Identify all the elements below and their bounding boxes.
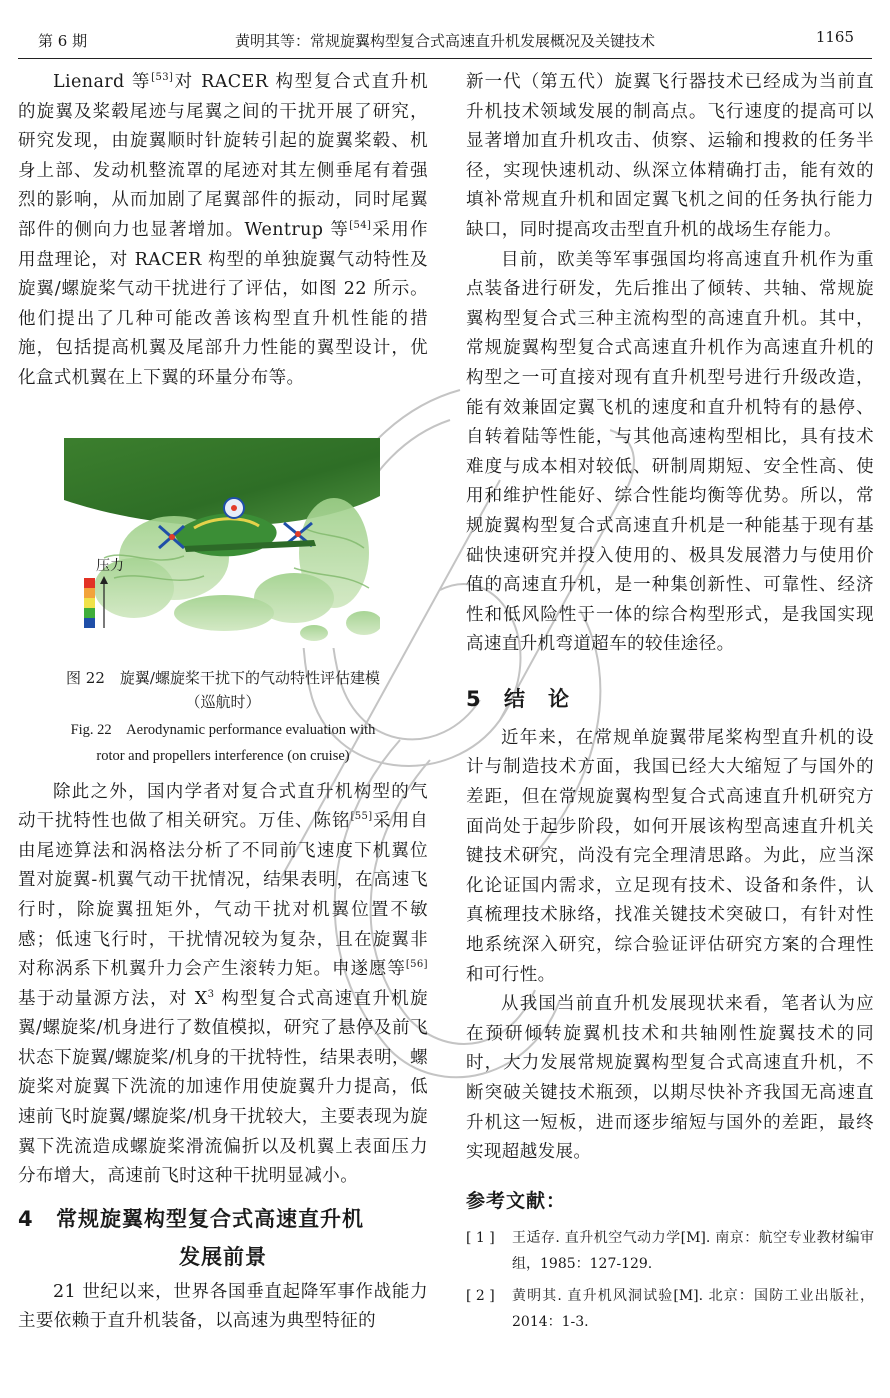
reference-item [466, 1283, 874, 1335]
cfd-render [64, 438, 380, 648]
section-5-title: 结 论 [504, 686, 570, 711]
pressure-colorbar [84, 578, 95, 628]
page-header [0, 0, 890, 62]
section-4-number: 4 [18, 1206, 34, 1231]
section-5-number: 5 [466, 686, 482, 711]
left-column [18, 68, 428, 1337]
paragraph-section4-continued: 新一代（第五代）旋翼飞行器技术已经成为当前直升机技术领域发展的制高点。飞行速度的提高可以显著增加直升机攻击、侦察、运输和搜救的任务半径，实现快速机动、纵深立体精确打击，能有效的填补常规直升机和固定翼飞机之间的任务执行能力缺口，同时提高攻击型直升机的战场生存能力。 [466, 72, 874, 240]
legend-label: 压力 [96, 557, 124, 574]
paragraph-conclusion-2: 从我国当前直升机发展现状来看，笔者认为应在预研倾转旋翼机技术和共轴刚性旋翼技术的同时，大力发展常规旋翼构型复合式高速直升机，不断突破关键技术瓶颈，以期尽快补齐我国无高速直升机这一短板，进而逐步缩短与国外的差距，最终实现超越发展。 [466, 994, 874, 1163]
issue-number: 第 6 期 [38, 32, 88, 50]
figure-caption-cn: 图 22 旋翼/螺旋桨干扰下的气动特性评估建模 [66, 668, 380, 687]
figure-caption-en-2: rotor and propellers interference (on cruise) [96, 747, 350, 764]
section-4-title-line1: 常规旋翼构型复合式高速直升机 [56, 1206, 364, 1231]
section-5-heading [466, 682, 874, 716]
section-4-title-line2: 发展前景 [179, 1244, 267, 1269]
paragraph-racer-interference: Lienard 等[53]对 RACER 构型复合式直升机的旋翼及桨毂尾迹与尾翼之间的干扰开展了研究，研究发现，由旋翼顺时针旋转引起的旋翼桨毂、机身上部、发动机整流罩的尾迹对其左侧垂尾有着强烈的影响，从而加剧了尾翼部件的振动，同时尾翼部件的侧向力也显著增加。Wentrup 等[54]采用作用盘理论，对 RACER 构型的单独旋翼气动特性及旋翼/螺旋桨气动干扰进行了评估，如图 22 所示。他们提出了几种可能改善该构型直升机性能的措施，包括提高机翼及尾部升力性能的翼型设计，优化盒式机翼在上下翼的环量分布等。 [18, 72, 428, 388]
references-heading: 参考文献： [466, 1189, 567, 1212]
header-rule [18, 58, 872, 59]
paragraph-conclusion-1: 近年来，在常规单旋翼带尾桨构型直升机的设计与制造技术方面，我国已经大大缩短了与国外的差距，但在常规旋翼构型复合式高速直升机研究方面尚处于起步阶段，如何开展该构型高速直升机关键技术研究，尚没有完全理清思路。为此，应当深化论证国内需求，立足现有技术、设备和条件，认真梳理技术脉络，找准关键技术突破口，有针对性地系统深入研究，综合验证评估研究方案的合理性和可行性。 [466, 727, 874, 985]
right-column [466, 68, 874, 1341]
figure-22 [18, 438, 428, 778]
reference-text: 黄明其. 直升机风洞试验[M]. 北京：国防工业出版社，2014：1-3. [512, 1287, 874, 1330]
reference-text: 王适存. 直升机空气动力学[M]. 南京：航空专业教材编审组，1985：127-129. [512, 1229, 874, 1272]
figure-caption-en: Fig. 22 Aerodynamic performance evaluation with [70, 721, 376, 738]
cfd-simulation-image [64, 438, 380, 648]
running-title: 黄明其等：常规旋翼构型复合式高速直升机发展概况及关键技术 [234, 32, 655, 50]
reference-number: [ 1 ] [466, 1229, 495, 1246]
figure-caption-cn-2: （巡航时） [185, 692, 261, 711]
paragraph-current-status: 目前，欧美等军事强国均将高速直升机作为重点装备进行研发，先后推出了倾转、共轴、常规旋翼构型复合式三种主流构型的高速直升机。其中，常规旋翼构型复合式高速直升机作为高速直升机的构型之一可直接对现有直升机型号进行升级改造，能有效兼固定翼飞机的速度和直升机特有的悬停、自转着陆等性能，与其他高速构型相比，具有技术难度与成本相对较低、研制周期短、安全性高、使用和维护性能好、综合性能均衡等优势。所以，常规旋翼构型复合式高速直升机是一种能基于现有基础快速研究并投入使用的、极具发展潜力与使用价值的高速直升机，是一种集创新性、可靠性、经济性和低风险性于一体的综合构型形式，是我国实现高速直升机弯道超车的较佳途径。 [466, 249, 874, 655]
page-number: 1165 [815, 28, 854, 46]
section-4-heading [18, 1202, 428, 1236]
paragraph-section4-start: 21 世纪以来，世界各国垂直起降军事作战能力主要依赖于直升机装备，以高速为典型特征的 [18, 1281, 428, 1332]
paragraph-domestic-research: 除此之外，国内学者对复合式直升机构型的气动干扰特性也做了相关研究。万佳、陈铭[55]采用自由尾迹算法和涡格法分析了不同前飞速度下机翼位置对旋翼-机翼气动干扰情况，结果表明，在高速飞行时，除旋翼扭矩外，气动干扰对机翼位置不敏感；低速飞行时，干扰情况较为复杂，且在旋翼非对称涡系下机翼升力会产生滚转力矩。申遂愿等[56]基于动量源方法，对 $X^3$ 构型复合式高速直升机旋翼/螺旋桨/机身进行了数值模拟，研究了悬停及前飞状态下旋翼/螺旋桨/机身的干扰特性，结果表明，螺旋桨对旋翼下洗流的加速作用使旋翼升力提高，低速前飞时旋翼/螺旋桨/机身干扰较大，主要表现为旋翼下洗流造成螺旋桨滑流偏折以及机翼上表面压力分布增大，高速前飞时这种干扰明显减小。 [18, 781, 429, 1187]
arrow-up-icon [99, 576, 109, 628]
reference-number: [ 2 ] [466, 1287, 495, 1304]
reference-item [466, 1225, 874, 1277]
